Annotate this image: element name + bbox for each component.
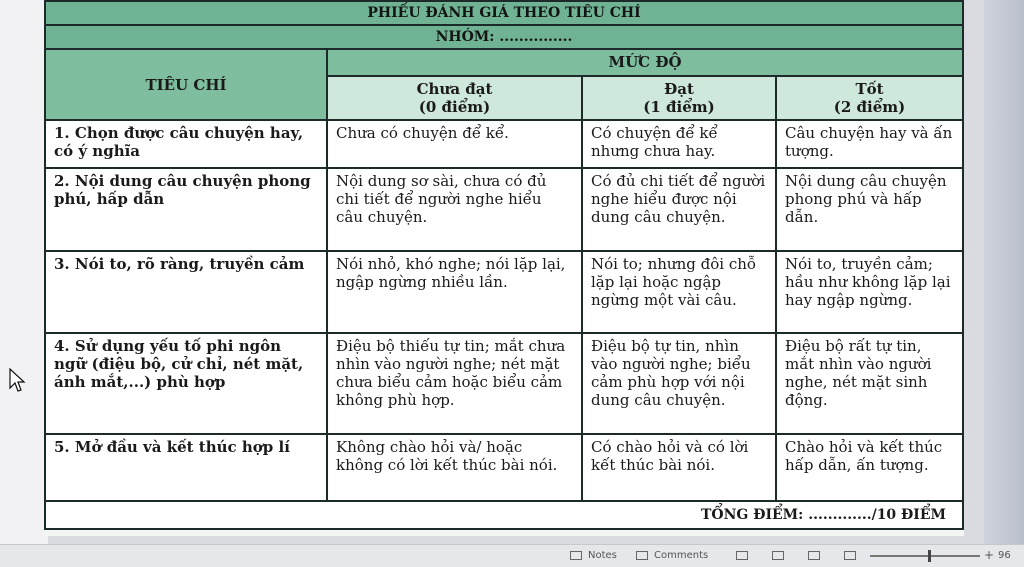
notes-icon[interactable] (570, 551, 582, 560)
reading-view-icon[interactable] (808, 551, 820, 560)
rating-cell: Điệu bộ rất tự tin, mắt nhìn vào người nghe, nét mặt sinh động. (776, 333, 963, 434)
table-row (45, 120, 963, 168)
criterion-cell: 5. Mở đầu và kết thúc hợp lí (45, 434, 327, 501)
screen-left-edge (0, 0, 48, 567)
criterion-cell: 4. Sử dụng yếu tố phi ngôn ngữ (điệu bộ, cử chỉ, nét mặt, ánh mắt,...) phù hợp (45, 333, 327, 434)
rating-cell: Có chào hỏi và có lời kết thúc bài nói. (582, 434, 776, 501)
level-header: MỨC ĐỘ (327, 49, 963, 75)
rating-cell: Nói to; nhưng đôi chỗ lặp lại hoặc ngập ngừng một vài câu. (582, 251, 776, 334)
rating-cell: Có đủ chi tiết để người nghe hiểu được nội dung câu chuyện. (582, 168, 776, 251)
level-name: Chưa đạt (416, 79, 493, 98)
zoom-level[interactable]: 96 (998, 550, 1011, 561)
level-header-not-achieved (327, 76, 582, 120)
comments-button[interactable]: Comments (654, 550, 709, 561)
level-header-achieved (582, 76, 776, 120)
slide-canvas (44, 0, 964, 536)
rating-cell: Nội dung sơ sài, chưa có đủ chi tiết để người nghe hiểu câu chuyện. (327, 168, 582, 251)
rating-cell: Điệu bộ tự tin, nhìn vào người nghe; biểu cảm phù hợp với nội dung câu chuyện. (582, 333, 776, 434)
status-bar (0, 544, 1024, 567)
rating-cell: Chào hỏi và kết thúc hấp dẫn, ấn tượng. (776, 434, 963, 501)
rating-cell: Không chào hỏi và/ hoặc không có lời kết thúc bài nói. (327, 434, 582, 501)
level-points: (2 điểm) (833, 97, 906, 116)
rating-cell: Nội dung câu chuyện phong phú và hấp dẫn. (776, 168, 963, 251)
table-row (45, 333, 963, 434)
level-points: (0 điểm) (418, 97, 491, 116)
level-name: Tốt (855, 79, 884, 98)
criterion-cell: 3. Nói to, rõ ràng, truyền cảm (45, 251, 327, 334)
comments-icon[interactable] (636, 551, 648, 560)
mouse-cursor-icon (8, 368, 26, 394)
screen-right-edge (984, 0, 1024, 567)
notes-button[interactable]: Notes (588, 550, 617, 561)
level-name: Đạt (664, 79, 694, 98)
slideshow-icon[interactable] (844, 551, 856, 560)
rating-cell: Câu chuyện hay và ấn tượng. (776, 120, 963, 168)
criteria-header: TIÊU CHÍ (45, 49, 327, 120)
normal-view-icon[interactable] (736, 551, 748, 560)
table-row (45, 434, 963, 501)
zoom-slider[interactable] (870, 555, 980, 557)
slide-sorter-icon[interactable] (772, 551, 784, 560)
group-field: NHÓM: ............... (45, 25, 963, 49)
zoom-in-icon[interactable]: + (984, 548, 995, 562)
criterion-cell: 1. Chọn được câu chuyện hay, có ý nghĩa (45, 120, 327, 168)
table-row (45, 168, 963, 251)
table-row (45, 251, 963, 334)
criterion-cell: 2. Nội dung câu chuyện phong phú, hấp dẫn (45, 168, 327, 251)
rating-cell: Điệu bộ thiếu tự tin; mắt chưa nhìn vào người nghe; nét mặt chưa biểu cảm hoặc biểu cảm không phù hợp. (327, 333, 582, 434)
rating-cell: Nói to, truyền cảm; hầu như không lặp lại hay ngập ngừng. (776, 251, 963, 334)
rubric-title: PHIẾU ĐÁNH GIÁ THEO TIÊU CHÍ (45, 1, 963, 25)
rubric-table (44, 0, 964, 530)
rating-cell: Nói nhỏ, khó nghe; nói lặp lại, ngập ngừng nhiều lần. (327, 251, 582, 334)
rating-cell: Có chuyện để kể nhưng chưa hay. (582, 120, 776, 168)
level-header-good (776, 76, 963, 120)
zoom-slider-thumb[interactable] (928, 550, 931, 562)
rating-cell: Chưa có chuyện để kể. (327, 120, 582, 168)
total-score: TỔNG ĐIỂM: ............./10 ĐIỂM (45, 501, 963, 529)
level-points: (1 điểm) (643, 97, 715, 116)
